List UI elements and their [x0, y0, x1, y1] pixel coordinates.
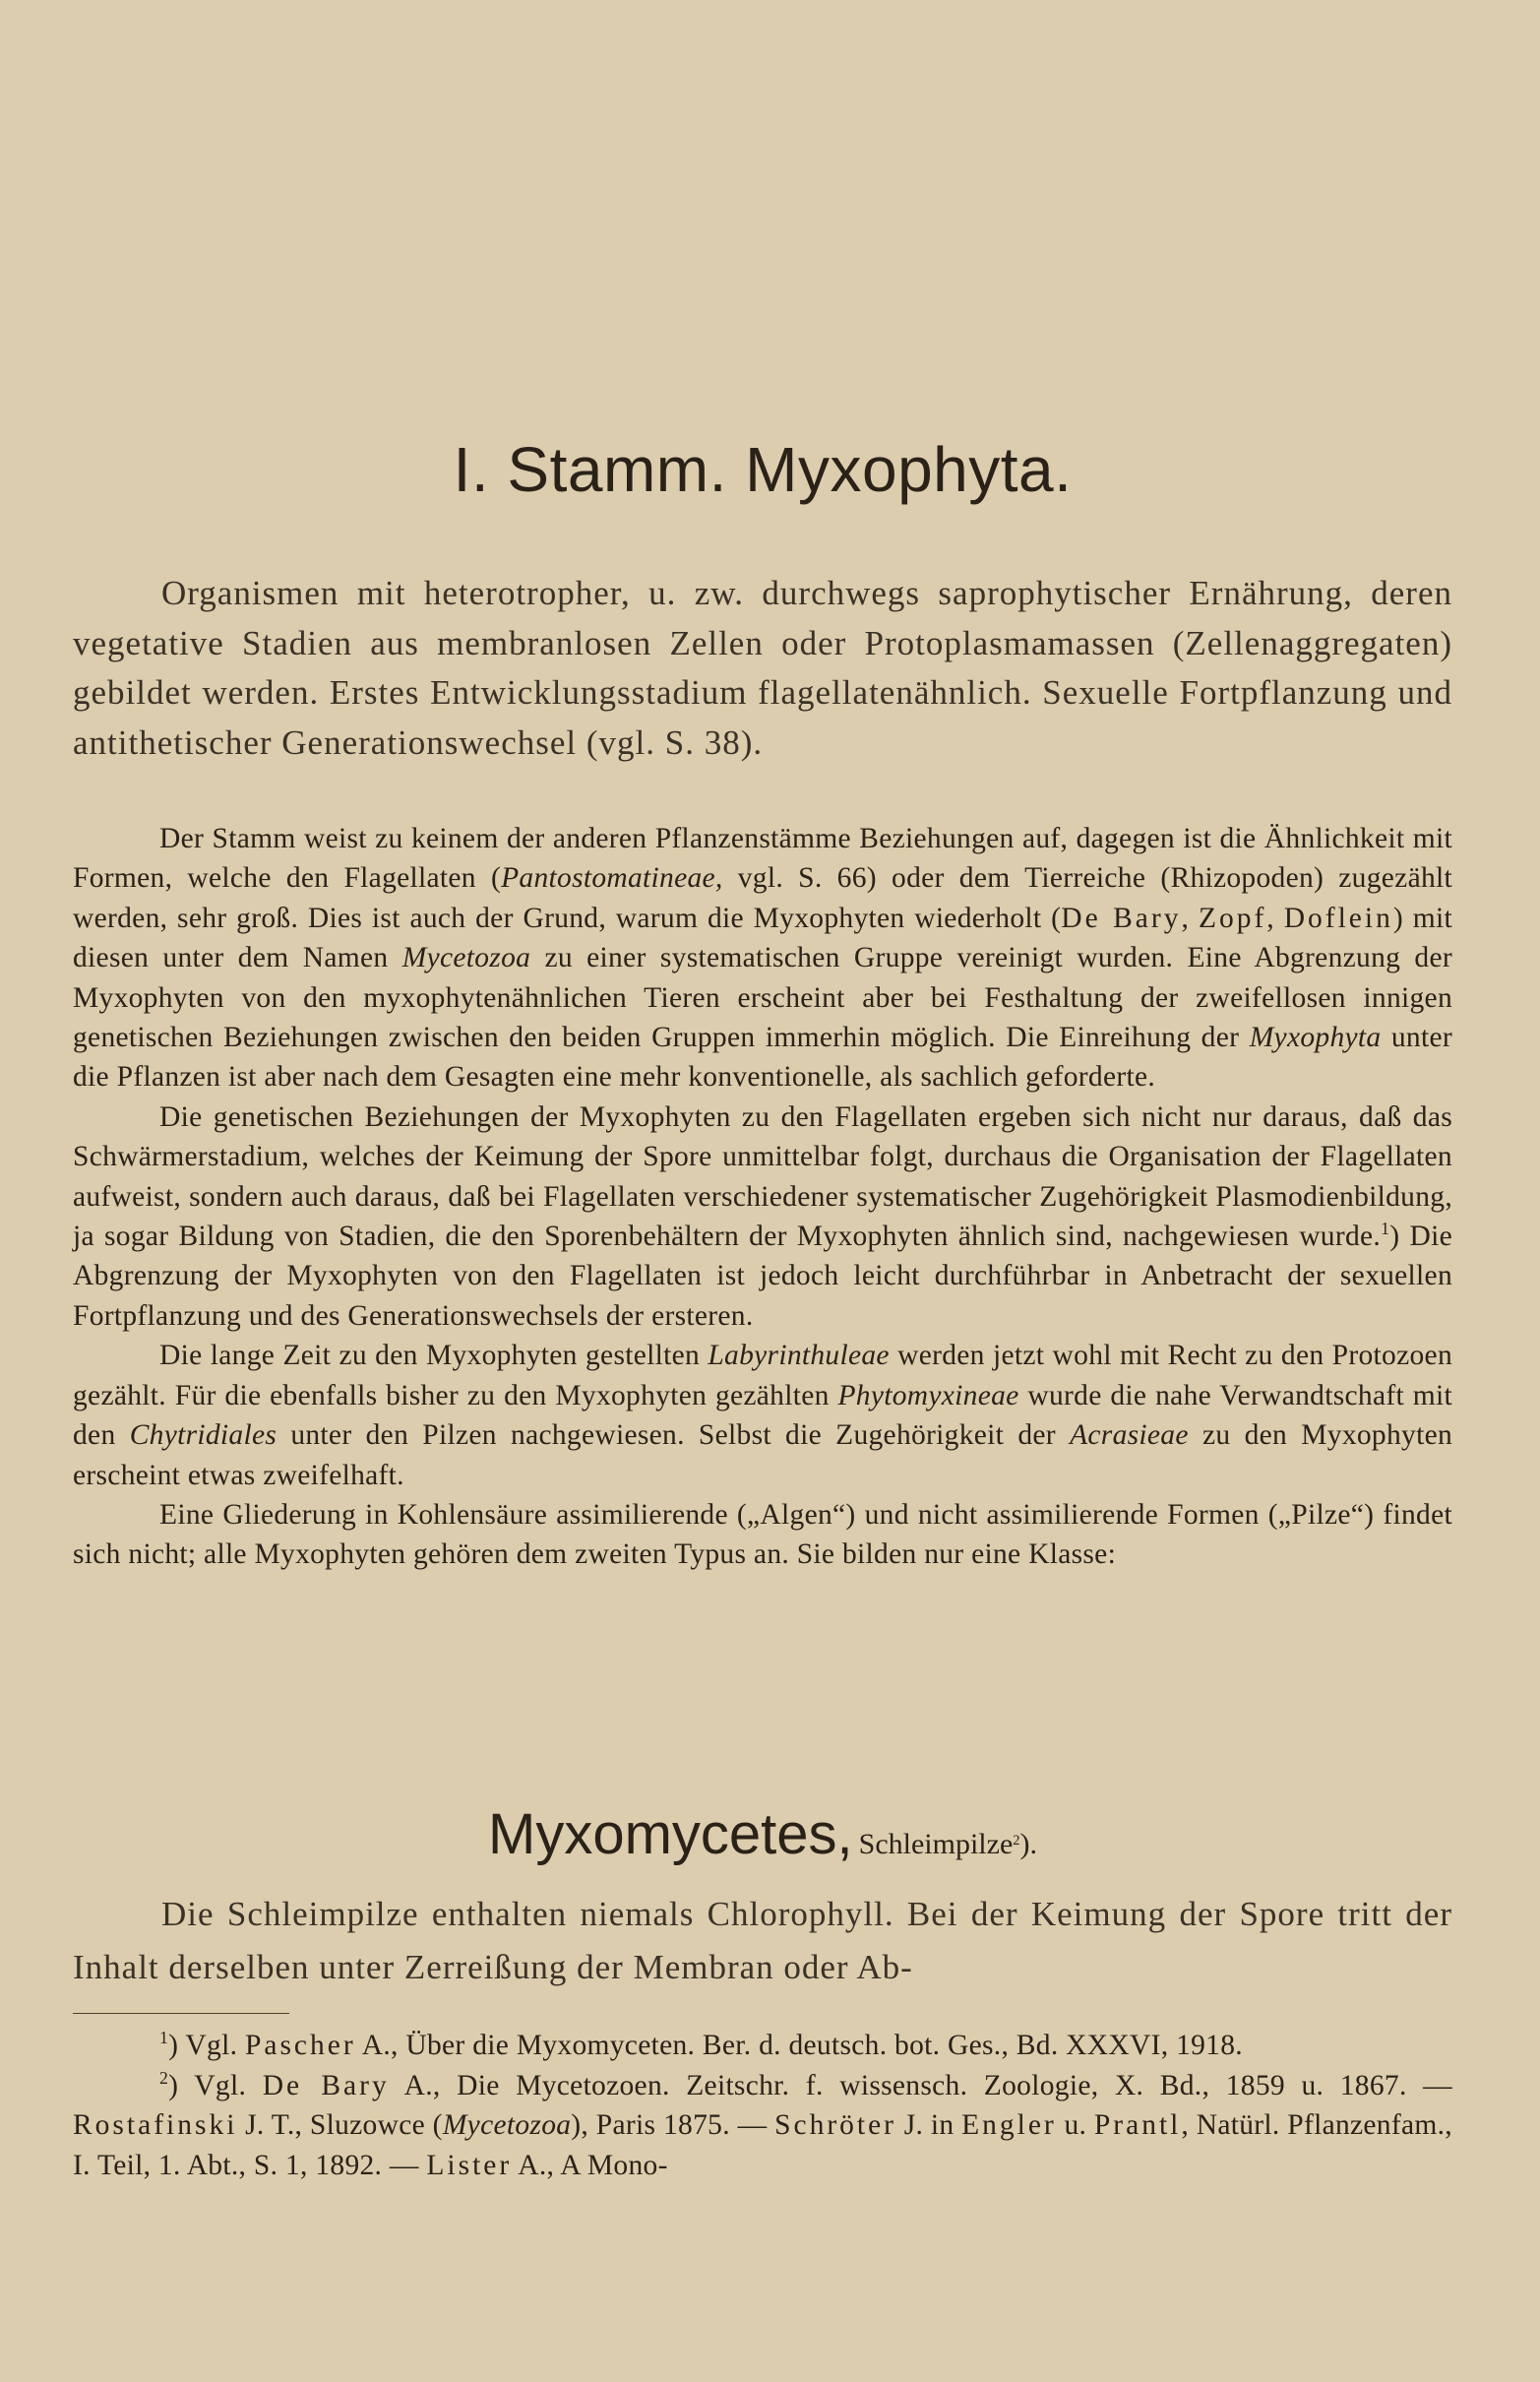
text-run: ), Paris 1875. —: [571, 2109, 775, 2141]
text-run: werden jetzt wohl mit Recht zu den Protozoen gezählt. Für die ebenfalls bisher zu den Myxophyten gezählten: [73, 1340, 1452, 1411]
footnote-1: [73, 2026, 1452, 2066]
taxon-name: Phytomyxineae: [837, 1379, 1019, 1411]
text-run: ) mit diesen unter dem Namen: [73, 902, 1452, 974]
text-run: ,: [1266, 902, 1284, 934]
text-run: A., Die Mycetozoen. Zeitschr. f. wissensch. Zoologie, X. Bd., 1859 u. 1867. —: [389, 2069, 1452, 2101]
author-name: Engler: [961, 2109, 1057, 2141]
footnotes: [73, 2026, 1452, 2185]
author-name: Prantl: [1093, 2109, 1182, 2141]
author-name: De Bary: [262, 2069, 390, 2101]
text-run: , Natürl. Pflanzenfam., I. Teil, 1. Abt., S. 1, 1892. —: [73, 2109, 1452, 2181]
taxon-name: Mycetozoa: [401, 942, 531, 974]
paragraph-3: [73, 1336, 1452, 1495]
text-run: unter die Pflanzen ist aber nach dem Gesagten eine mehr konventionelle, als sachlich geforderte.: [73, 1022, 1452, 1094]
section-intro-paragraph: Die Schleimpilze enthalten niemals Chlorophyll. Bei der Keimung der Spore tritt der Inhalt derselben unter Zerreißung der Membran oder Ab-: [73, 1895, 1452, 1986]
footnote-divider: [73, 2013, 289, 2014]
author-name: Rostafinski: [73, 2109, 238, 2141]
author-name: Schröter: [774, 2109, 896, 2141]
text-run: ) Vgl.: [168, 2069, 263, 2101]
footnote-mark: 2: [159, 2067, 169, 2088]
text-run: A., A Mono-: [512, 2149, 668, 2181]
chapter-title: I. Stamm. Myxophyta.: [453, 434, 1073, 505]
text-run: u.: [1056, 2109, 1094, 2141]
text-run: ) Vgl.: [168, 2030, 245, 2061]
paragraph-1: [73, 819, 1452, 1097]
section-subtitle: Schleimpilze: [858, 1828, 1014, 1860]
text-run: J. T., Sluzowce (: [237, 2109, 443, 2141]
paragraph-4: Eine Gliederung in Kohlensäure assimilierende („Algen“) und nicht assimilierende Formen („Pilze“) findet sich nicht; alle Myxophyten gehören dem zweiten Typus an. Sie bilden nur eine Klasse:: [73, 1498, 1452, 1571]
paragraph-2: [73, 1097, 1452, 1336]
text-run: zu einer systematischen Gruppe vereinigt wurden. Eine Abgrenzung der Myxophyten von den myxophytenähnlichen Tieren erscheint aber bei Festhaltung der zweifellosen innigen genetischen Beziehungen zwischen den beiden Gruppen immerhin möglich. Die Einreihung der: [73, 942, 1452, 1054]
footnote-2: [73, 2066, 1452, 2186]
text-run: zu den Myxophyten erscheint etwas zweifelhaft.: [73, 1419, 1453, 1491]
taxon-name: Myxophyta: [1249, 1022, 1382, 1054]
footnote-ref: 1: [1381, 1219, 1390, 1239]
taxon-name: Labyrinthuleae: [708, 1340, 890, 1372]
text-run: J. in: [896, 2109, 962, 2141]
text-run: wurde die nahe Verwandtschaft mit den: [73, 1379, 1452, 1452]
body-text: [73, 819, 1452, 1575]
text-run: Die lange Zeit zu den Myxophyten gestellten: [159, 1340, 708, 1372]
taxon-name: Mycetozoa: [442, 2109, 572, 2141]
footnote-mark: 1: [159, 2028, 169, 2048]
author-name: Doflein: [1283, 902, 1393, 934]
text-run: A., Über die Myxomyceten. Ber. d. deutsch. bot. Ges., Bd. XXXVI, 1918.: [355, 2030, 1243, 2061]
section-subtitle-end: ).: [1019, 1828, 1037, 1860]
author-name: Zopf: [1198, 902, 1267, 934]
text-run: Die genetischen Beziehungen der Myxophyten zu den Flagellaten ergeben sich nicht nur daraus, daß das Schwärmerstadium, welches der Keimung der Spore unmittelbar folgt, durchaus die Organisation der Flagellaten aufweist, sondern auch daraus, daß bei Flagellaten verschiedener systematischer Zugehörigkeit Plasmodienbildung, ja sogar Bildung von Stadien, die den Sporenbehältern der Myxophyten ähnlich sind, nachgewiesen wurde.: [73, 1100, 1452, 1253]
text-run: ,: [1181, 902, 1199, 934]
text-run: unter den Pilzen nachgewiesen. Selbst die Zugehörigkeit der: [277, 1419, 1071, 1452]
author-name: De Bary: [1061, 902, 1182, 934]
footnote-ref: 2: [1013, 1833, 1020, 1849]
author-name: Lister: [426, 2149, 513, 2181]
taxon-name: Pantostomatineae,: [501, 862, 723, 895]
author-name: Pascher: [244, 2030, 356, 2061]
section-title: Myxomycetes,: [488, 1802, 853, 1866]
taxon-name: Acrasieae: [1070, 1419, 1189, 1452]
taxon-name: Chytridiales: [129, 1419, 277, 1452]
text-run: vgl. S. 66) oder dem Tierreiche (Rhizopoden) zugezählt werden, sehr groß. Dies ist auch der Grund, warum die Myxophyten wiederholt (: [73, 862, 1453, 934]
intro-paragraph: Organismen mit heterotropher, u. zw. durchwegs saprophytischer Ernährung, deren vegetative Stadien aus membranlosen Zellen oder Protoplasmamassen (Zellenaggregaten) gebildet werden. Erstes Entwicklungsstadium flagellatenähnlich. Sexuelle Fortpflanzung und antithetischer Generationswechsel (vgl. S. 38).: [73, 574, 1452, 762]
section-heading: [73, 1801, 1452, 1867]
text-run: ) Die Abgrenzung der Myxophyten von den Flagellaten ist jedoch leicht durchführbar in Anbetracht der sexuellen Fortpflanzung und des Generationswechsels der ersteren.: [73, 1221, 1452, 1332]
text-run: Der Stamm weist zu keinem der anderen Pflanzenstämme Beziehungen auf, dagegen ist die Ähnlichkeit mit Formen, welche den Flagellaten (: [73, 823, 1452, 895]
